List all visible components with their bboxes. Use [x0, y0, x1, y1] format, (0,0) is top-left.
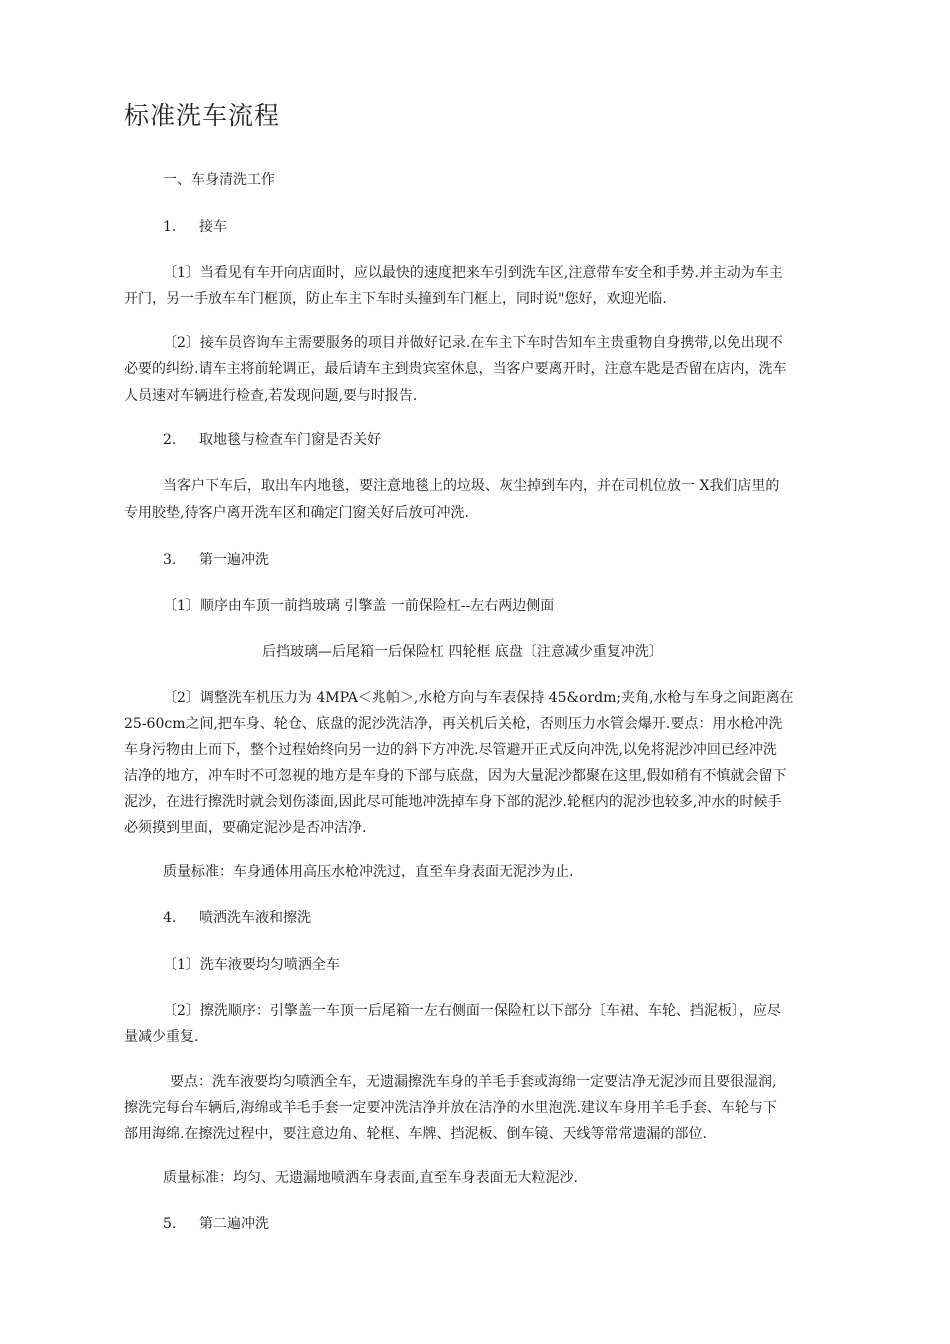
item-number: 5. — [163, 1216, 177, 1232]
paragraph-line: 〔1〕当看见有车开向店面时，应以最快的速度把来车引到洗车区,注意带车安全和手势.并主动为车主 — [163, 265, 783, 281]
paragraph-line: 〔2〕擦洗顺序：引擎盖一车顶一后尾箱一左右侧面一保险杠以下部分〔车裙、车轮、挡泥板〕，应尽 — [163, 1003, 781, 1019]
paragraph-line: 开门，另一手放车车门框顶，防止车主下车时头撞到车门框上，同时说"您好，欢迎光临. — [124, 291, 667, 307]
paragraph-line: 擦洗完每台车辆后,海绵或羊毛手套一定要冲洗洁净并放在洁净的水里泡洗.建议车身用羊毛手套、车轮与下 — [124, 1100, 777, 1116]
item-number: 3. — [163, 552, 177, 568]
paragraph-line: 要点：洗车液要均匀喷洒全车，无遗漏擦洗车身的羊毛手套或海绵一定要洁净无泥沙而且要很湿润, — [170, 1074, 777, 1090]
item-number: 2. — [163, 432, 177, 448]
item-heading-5 — [163, 1214, 269, 1234]
paragraph-line: 部用海绵.在擦洗过程中，要注意边角、轮框、车牌、挡泥板、倒车镜、天线等常常遗漏的部位. — [124, 1126, 707, 1142]
item-number: 4. — [163, 910, 177, 926]
paragraph-line: 泥沙，在进行擦洗时就会划伤漆面,因此尽可能地冲洗掉车身下部的泥沙.轮框内的泥沙也较多,冲水的时候手 — [124, 794, 782, 810]
quality-standard: 质量标准：车身通体用高压水枪冲洗过，直至车身表面无泥沙为止. — [163, 864, 574, 880]
item-label: 第一遍冲洗 — [199, 552, 269, 568]
paragraph-line: 量减少重复. — [124, 1029, 199, 1045]
paragraph-line: 洁净的地方，冲车时不可忽视的地方是车身的下部与底盘，因为大量泥沙都聚在这里,假如稍有不慎就会留下 — [124, 768, 787, 784]
paragraph-line: 必须摸到里面，要确定泥沙是否冲洁净. — [124, 820, 367, 836]
paragraph-line: 后挡玻璃—后尾箱一后保险杠 四轮框 底盘〔注意减少重复冲洗〕 — [262, 644, 663, 660]
item-heading-4 — [163, 908, 311, 928]
item-label: 取地毯与检查车门窗是否关好 — [199, 432, 381, 448]
paragraph-line: 〔2〕调整洗车机压力为 4MPA＜兆帕＞,水枪方向与车表保持 45&ordm;夹角,水枪与车身之间距离在 — [163, 690, 794, 706]
paragraph-line: 当客户下车后，取出车内地毯，要注意地毯上的垃圾、灰尘掉到车内，并在司机位放一 X我们店里的 — [163, 478, 780, 494]
quality-standard: 质量标准：均匀、无遗漏地喷洒车身表面,直至车身表面无大粒泥沙. — [163, 1170, 578, 1186]
document-title: 标准洗车流程 — [124, 101, 281, 130]
section-heading: 一、车身清洗工作 — [163, 172, 275, 188]
item-label: 接车 — [199, 219, 227, 235]
paragraph-line: 〔2〕接车员咨询车主需要服务的项目并做好记录.在车主下车时告知车主贵重物自身携带,以免出现不 — [163, 335, 783, 351]
item-label: 喷洒洗车液和擦洗 — [199, 910, 311, 926]
paragraph-line: 人员速对车辆进行检查,若发现问题,要与时报告. — [124, 388, 418, 404]
paragraph-line: 车身污物由上而下，整个过程始终向另一边的斜下方冲洗.尽管避开正式反向冲洗,以免将泥沙冲回已经冲洗 — [124, 742, 777, 758]
paragraph-line: 必要的纠纷.请车主将前轮调正，最后请车主到贵宾室休息，当客户要离开时，注意车匙是否留在店内，洗车 — [124, 361, 787, 377]
paragraph-line: 〔1〕洗车液要均匀喷洒全车 — [163, 957, 340, 973]
paragraph-line: 25-60cm之间,把车身、轮仓、底盘的泥沙洗洁净，再关机后关枪，否则压力水管会爆开.要点：用水枪冲洗 — [124, 716, 783, 732]
item-label: 第二遍冲洗 — [199, 1216, 269, 1232]
item-number: 1. — [163, 219, 177, 235]
paragraph-line: 专用胶垫,待客户离开洗车区和确定门窗关好后放可冲洗. — [124, 505, 469, 521]
item-heading-2 — [163, 430, 381, 450]
paragraph-line: 〔1〕顺序由车顶一前挡玻璃 引擎盖 一前保险杠--左右两边侧面 — [163, 598, 555, 614]
item-heading-1 — [163, 217, 227, 237]
item-heading-3 — [163, 550, 269, 570]
